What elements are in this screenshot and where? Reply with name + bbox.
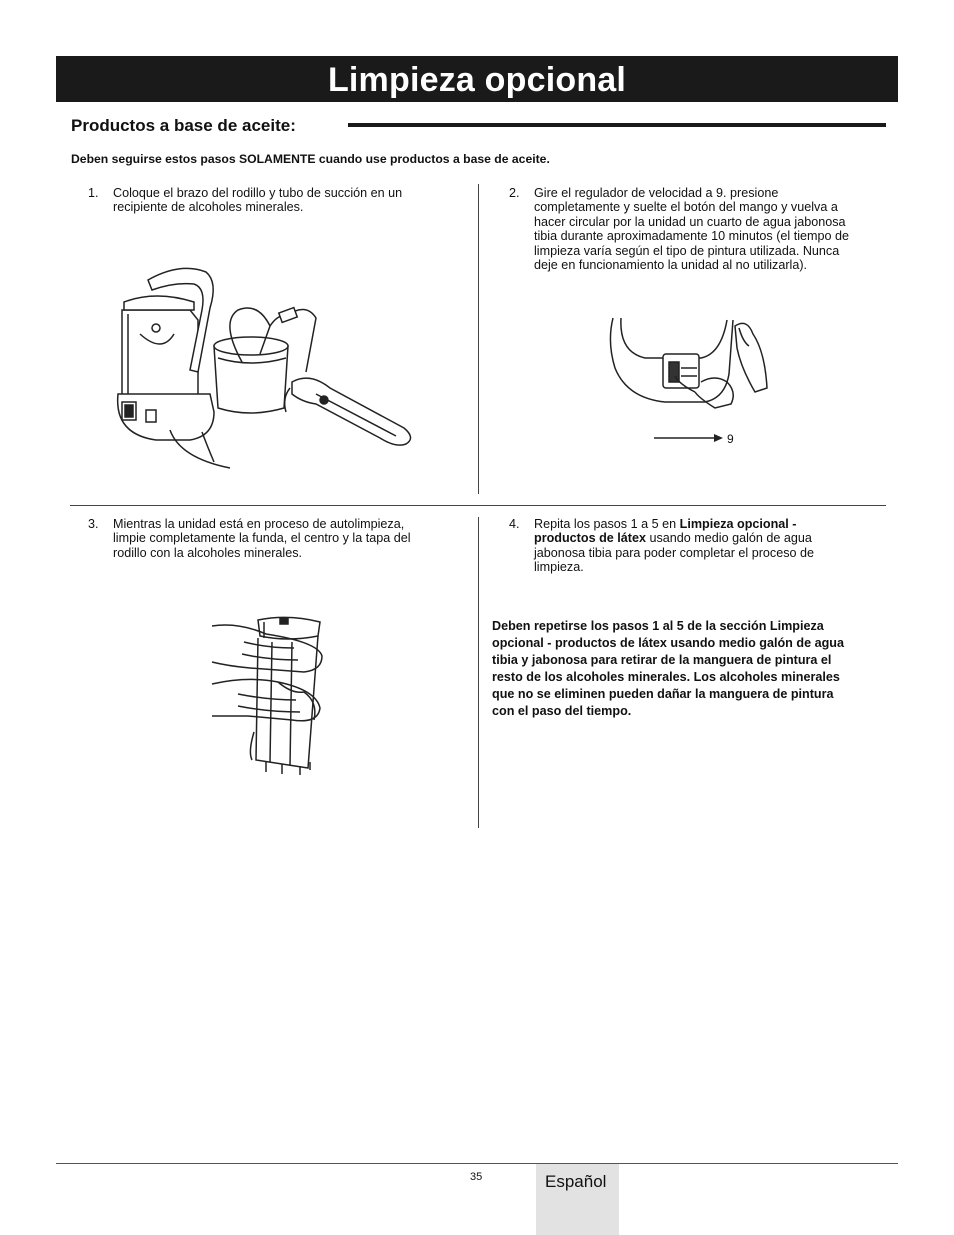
column-divider-bottom [478,517,479,828]
language-tab [536,1164,619,1235]
section-heading: Productos a base de aceite: [71,116,296,135]
step-text: Mientras la unidad está en proceso de autolimpieza, limpie completamente la funda, el centro y la tapa del rodillo con la alcoholes minerales. [113,517,411,560]
warning-note: Deben repetirse los pasos 1 al 5 de la sección Limpieza opcional - productos de látex usando medio galón de agua tibia y jabonosa para retirar de la manguera de pintura el resto de los alcoholes minerales. Los alcoholes minerales que no se eliminen pueden dañar la manguera de pintura con el paso del tiempo. [492,619,844,718]
step-text: Gire el regulador de velocidad a 9. presione completamente y suelte el botón del mango y vuelva a hacer circular por la unidad un cuarto de agua jabonosa tibia durante aproximadamente 10 minutos (el tiempo de limpieza varía según el tipo de pintura utilizada. Nunca deje en funcionamiento la unidad al no utilizarla). [534,186,850,273]
column-divider-top [478,184,479,494]
intro-text: Deben seguirse estos pasos SOLAMENTE cuando use productos a base de aceite. [71,152,550,166]
section-rule [348,123,886,127]
step-number: 1. [88,186,99,200]
step-text: Coloque el brazo del rodillo y tubo de succión en un recipiente de alcoholes minerales. [113,186,403,215]
arrow-icon [654,432,724,444]
step-number: 4. [509,517,520,531]
page-title: Limpieza opcional [56,56,898,102]
language-label: Español [545,1172,607,1191]
speed-dial-illustration [605,312,780,412]
footer-rule [56,1163,898,1164]
step-number: 3. [88,517,99,531]
step-number: 2. [509,186,520,200]
step-text: Repita los pasos 1 a 5 en Limpieza opcional - productos de látex usando medio galón de agua jabonosa tibia para poder completar el proceso de limpieza. [534,517,815,575]
row-divider [70,505,886,506]
page-number: 35 [470,1171,483,1183]
dial-label: 9 [727,432,734,446]
roller-cleaning-illustration [208,612,333,777]
paint-unit-illustration [110,262,420,472]
